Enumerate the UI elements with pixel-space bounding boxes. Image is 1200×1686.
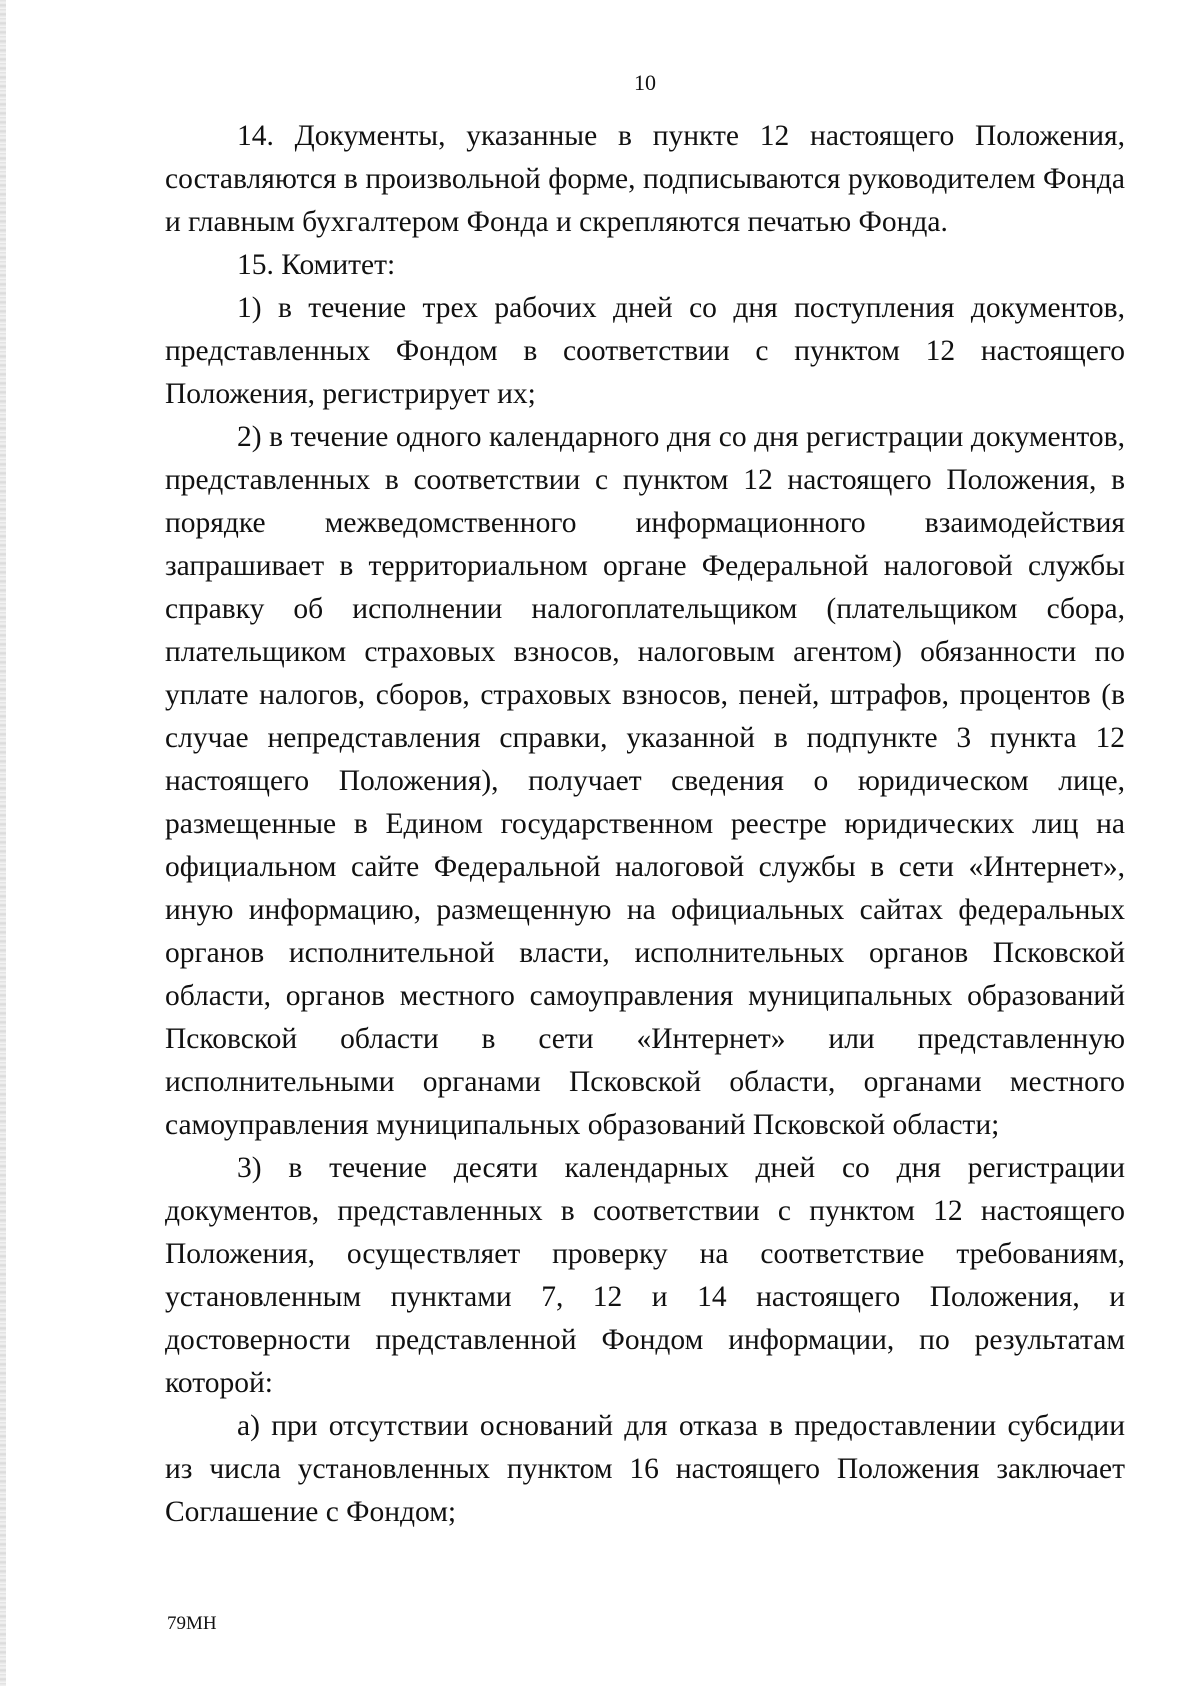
scan-edge	[0, 0, 6, 1686]
subparagraph-1: 1) в течение трех рабочих дней со дня поступления документов, представленных Фондом в соответствии с пунктом 12 настоящего Положения, регистрирует их;	[165, 292, 1125, 410]
subparagraph-3: 3) в течение десяти календарных дней со дня регистрации документов, представленных в соответствии с пунктом 12 настоящего Положения, осуществляет проверку на соответствие требованиям, установленным пунктами 7, 12 и 14 настоящего Положения, и достоверности представленной Фондом информации, по результатам которой:	[165, 1152, 1125, 1399]
document-body	[165, 115, 1125, 1534]
paragraph-15-heading: 15. Комитет:	[237, 249, 396, 281]
subparagraph-2: 2) в течение одного календарного дня со дня регистрации документов, представленных в соответствии с пунктом 12 настоящего Положения, в порядке межведомственного информационного взаимодействия запрашивает в территориальном органе Федеральной налоговой службы справку об исполнении налогоплательщиком (плательщиком сбора, плательщиком страховых взносов, налоговым агентом) обязанности по уплате налогов, сборов, страховых взносов, пеней, штрафов, процентов (в случае непредставления справки, указанной в подпункте 3 пункта 12 настоящего Положения), получает сведения о юридическом лице, размещенные в Едином государственном реестре юридических лиц на официальном сайте Федеральной налоговой службы в сети «Интернет», иную информацию, размещенную на официальных сайтах федеральных органов исполнительной власти, исполнительных органов Псковской области, органов местного самоуправления муниципальных образований Псковской области в сети «Интернет» или представленную исполнительными органами Псковской области, органами местного самоуправления муниципальных образований Псковской области;	[165, 421, 1125, 1141]
document-code: 79МН	[167, 1613, 217, 1634]
page-number: 10	[634, 70, 656, 95]
subparagraph-a: а) при отсутствии оснований для отказа в предоставлении субсидии из числа установленных пунктом 16 настоящего Положения заключает Соглашение с Фондом;	[165, 1410, 1125, 1528]
paragraph-14: 14. Документы, указанные в пункте 12 настоящего Положения, составляются в произвольной форме, подписываются руководителем Фонда и главным бухгалтером Фонда и скрепляются печатью Фонда.	[165, 120, 1125, 238]
